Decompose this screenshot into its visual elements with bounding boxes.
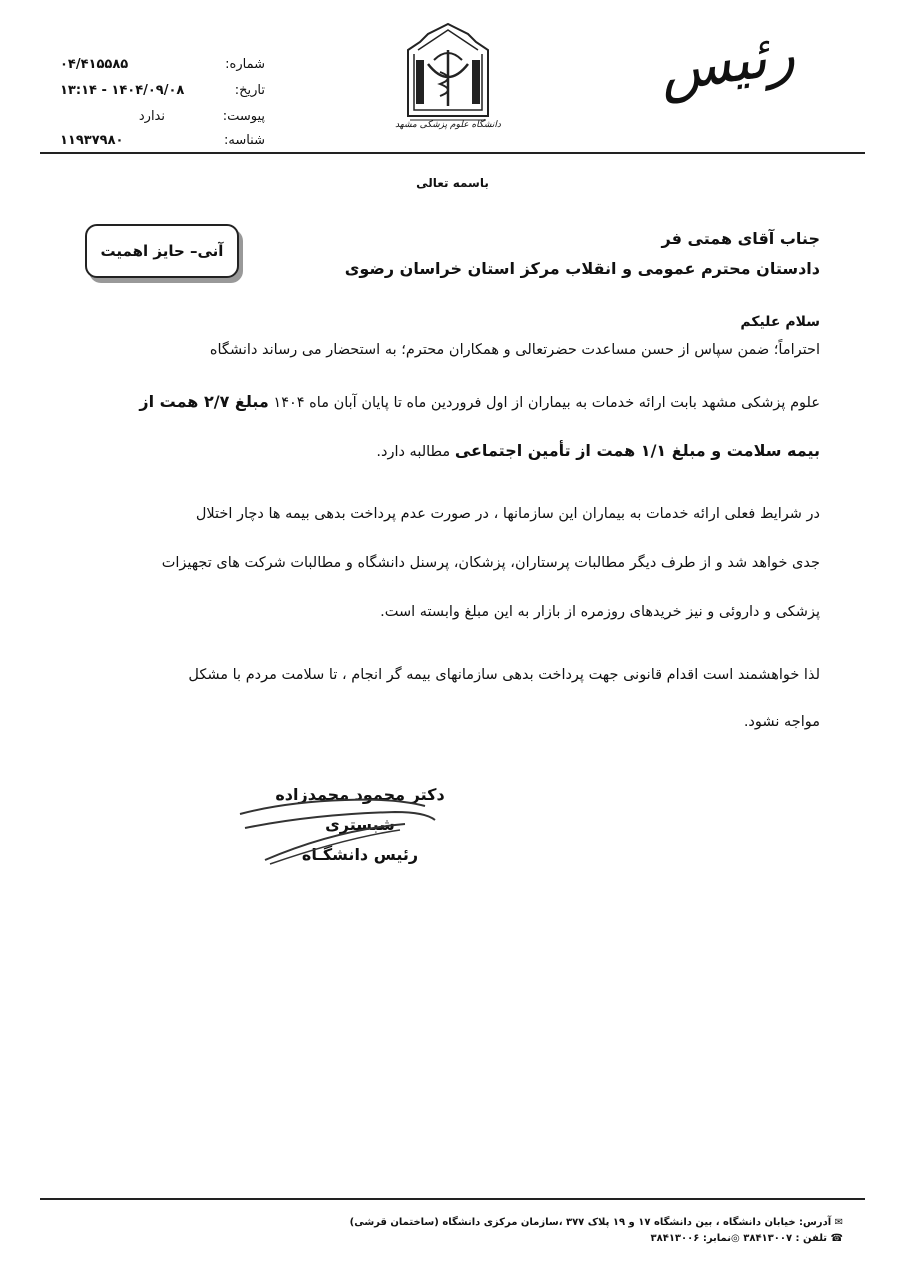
paragraph-1-line-2-text: علوم پزشکی مشهد بابت ارائه خدمات به بیماران از اول فروردین ماه تا پایان آبان ماه ۱۴۰۴	[268, 395, 820, 411]
university-logo	[395, 20, 501, 140]
recipient-name: جناب آقای همتی فر	[661, 229, 820, 248]
letter-attachment-label: پیوست:	[222, 109, 265, 124]
footer-contact	[350, 1215, 843, 1247]
letter-date-row	[60, 83, 265, 105]
letter-attachment-row	[60, 109, 265, 131]
letter-id-label: شناسه:	[223, 133, 265, 148]
footer-address-row	[350, 1215, 843, 1231]
footer-divider	[40, 1198, 865, 1200]
recipient-title: دادستان محترم عمومی و انقلاب مرکز استان خراسان رضوی	[344, 259, 820, 278]
recipient-block	[345, 224, 820, 284]
letter-date-label: تاریخ:	[234, 83, 265, 98]
letter-number-label: شماره:	[225, 57, 265, 72]
phone-icon: ☎	[827, 1233, 843, 1244]
paragraph-2-line-2: جدی خواهد شد و از طرف دیگر مطالبات پرستاران، پزشکان، پرسنل دانشگاه و مطالبات شرکت های تجهیزات	[161, 555, 820, 571]
paragraph-2-line-3: پزشکی و داروئی و نیز خریدهای روزمره از بازار به این مبلغ وابسته است.	[380, 604, 820, 620]
letter-number-value: ۰۴/۴۱۵۵۸۵	[60, 57, 129, 72]
greeting: سلام علیکم	[740, 314, 820, 330]
letter-attachment-value: ندارد	[138, 109, 165, 124]
amount-1-bold: مبلغ ۲/۷ همت از	[139, 392, 269, 411]
paragraph-1-line-1: احتراماً؛ ضمن سپاس از حسن مساعدت حضرتعالی و همکاران محترم؛ به استحضار می رساند دانشگاه	[209, 342, 820, 358]
footer-address: آدرس: خیابان دانشگاه ، بین دانشگاه ۱۷ و ۱۹ پلاک ۳۷۷ ،سازمان مرکزی دانشگاه (ساختمان قرشی)	[349, 1217, 832, 1228]
letter-date-value: ۱۴۰۴/۰۹/۰۸ - ۱۳:۱۴	[60, 83, 185, 98]
signatory-name: دکتر محمود محمدزاده شبستری	[275, 785, 445, 834]
paragraph-2-line-1: در شرایط فعلی ارائه خدمات به بیماران این سازمانها ، در صورت عدم پرداخت بدهی بیمه ها دچار اختلال	[195, 506, 820, 522]
header-divider	[40, 152, 865, 154]
handwritten-signature	[225, 778, 465, 868]
paragraph-1-line-3	[85, 441, 820, 460]
title-calligraphy: رئیس	[655, 18, 800, 106]
letter-id-value: ۱۱۹۳۷۹۸۰	[60, 133, 124, 148]
logo-caption: دانشگاه علوم پزشکی مشهد	[395, 120, 501, 130]
paragraph-3-line-1: لذا خواهشمند است اقدام قانونی جهت پرداخت بدهی سازمانهای بیمه گر انجام ، تا سلامت مردم با مشکل	[188, 667, 820, 683]
footer-phone: تلفن : ۳۸۴۱۳۰۰۷	[739, 1233, 828, 1244]
paragraph-1-line-3-text: مطالبه دارد.	[376, 444, 455, 460]
paragraph-3-line-2: مواجه نشود.	[743, 714, 820, 730]
paragraph-1-line-2	[85, 392, 820, 411]
amount-2-bold: بیمه سلامت و مبلغ ۱/۱ همت از تأمین اجتماعی	[454, 441, 820, 460]
letter-number-row	[60, 57, 265, 79]
address-icon: ✉	[831, 1217, 843, 1228]
fax-icon: ◎	[731, 1233, 740, 1244]
footer-fax: نمابر: ۳۸۴۱۳۰۰۶	[650, 1233, 732, 1244]
footer-phone-row	[350, 1231, 843, 1247]
signatory-title: رئیس دانشگـاه	[301, 845, 419, 864]
urgency-badge: آنی– حایز اهمیت	[85, 224, 239, 278]
basmala: باسمه تعالی	[416, 176, 489, 190]
